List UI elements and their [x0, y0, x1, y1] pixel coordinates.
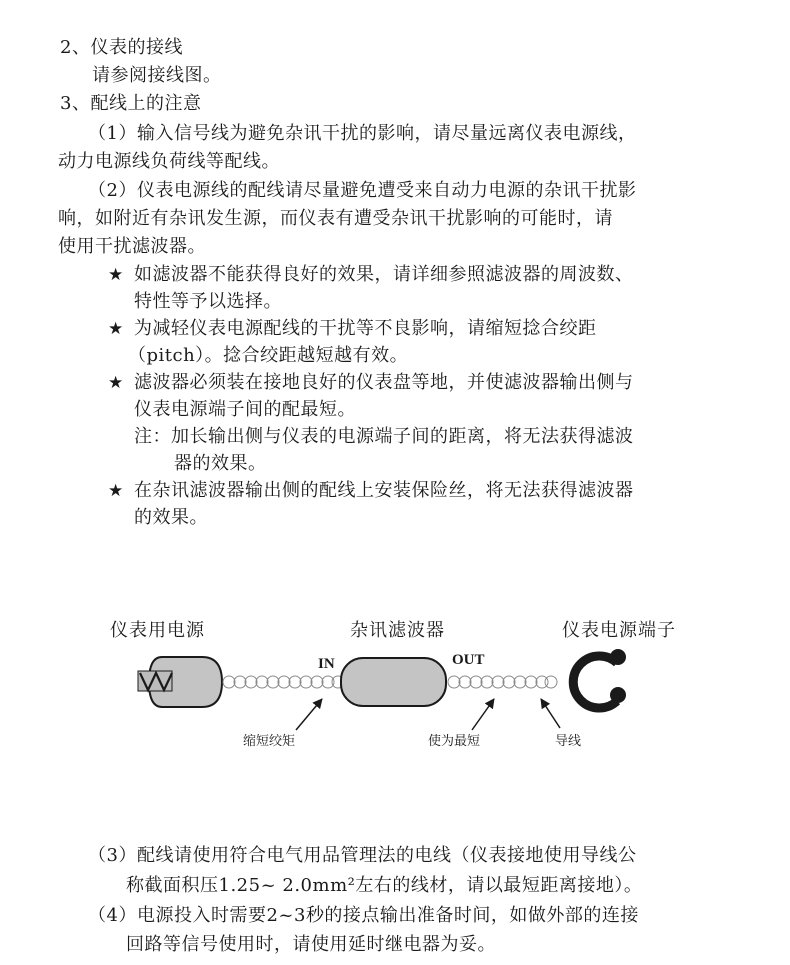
bullet-3-line-2: 仪表电源端子间的配最短。	[134, 399, 356, 420]
power-source-label: 仪表用电源	[110, 620, 205, 641]
para-3-line-2: 称截面积压1.25~ 2.0mm²左右的线材，请以最短距离接地）。	[126, 875, 643, 896]
bullet-4-line-1: 在杂讯滤波器输出侧的配线上安装保险丝，将无法获得滤波器	[134, 480, 634, 501]
star-icon: ★	[108, 265, 124, 285]
para-4-line-1: （4）电源投入时需要2~3秒的接点输出准备时间，如做外部的连接	[88, 905, 639, 926]
bullet-2-line-1: 为减轻仪表电源配线的干扰等不良影响，请缩短捻合绞距	[134, 318, 597, 339]
para-1-line-2: 动力电源线负荷线等配线。	[58, 151, 280, 172]
star-icon: ★	[108, 319, 124, 339]
bullet-2-line-2: （pitch）。捻合绞距越短越有效。	[128, 345, 409, 366]
para-2-line-3: 使用干扰滤波器。	[58, 236, 206, 257]
terminal-label: 仪表电源端子	[562, 620, 676, 641]
para-2-line-2: 响，如附近有杂讯发生源，而仪表有遭受杂讯干扰影响的可能时，请	[58, 208, 613, 229]
in-port-label: IN	[318, 656, 335, 672]
terminal-connector-icon	[573, 656, 617, 708]
twisted-wire-left	[223, 676, 344, 688]
terminal-dot-bottom	[610, 687, 626, 703]
terminal-dot-top	[610, 649, 626, 665]
twist-pitch-label: 缩短绞矩	[243, 734, 296, 749]
shortest-label: 使为最短	[428, 734, 481, 749]
section-3-title: 3、配线上的注意	[60, 93, 202, 114]
note-line-1: 注：加长输出侧与仪表的电源端子间的距离，将无法获得滤波	[134, 426, 634, 447]
section-2-title: 2、仪表的接线	[60, 37, 183, 58]
para-2-line-1: （2）仪表电源线的配线请尽量避免遭受来自动力电源的杂讯干扰影	[88, 180, 637, 201]
note-line-2: 器的效果。	[174, 453, 267, 474]
arrow-shortest	[472, 699, 494, 730]
noise-filter-label: 杂讯滤波器	[350, 620, 445, 641]
star-icon: ★	[108, 373, 124, 393]
star-icon: ★	[108, 481, 124, 501]
twisted-wire-right	[448, 676, 557, 688]
wire-label: 导线	[555, 734, 582, 749]
para-4-line-2: 回路等信号使用时，请使用延时继电器为妥。	[126, 934, 496, 955]
out-port-label: OUT	[452, 652, 485, 668]
arrow-wire	[541, 699, 560, 728]
bullet-1-line-2: 特性等予以选择。	[134, 291, 282, 312]
para-1-line-1: （1）输入信号线为避免杂讯干扰的影响，请尽量远离仪表电源线，	[88, 123, 637, 144]
para-3-line-1: （3）配线请使用符合电气用品管理法的电线（仪表接地使用导线公	[88, 845, 637, 866]
bullet-1-line-1: 如滤波器不能获得良好的效果，请详细参照滤波器的周波数、	[134, 264, 634, 285]
noise-filter-shape	[341, 658, 446, 706]
section-2-body: 请参阅接线图。	[92, 65, 222, 86]
bullet-4-line-2: 的效果。	[134, 507, 208, 528]
bullet-3-line-1: 滤波器必须装在接地良好的仪表盘等地，并使滤波器输出侧与	[134, 372, 634, 393]
arrow-twist	[296, 699, 322, 730]
